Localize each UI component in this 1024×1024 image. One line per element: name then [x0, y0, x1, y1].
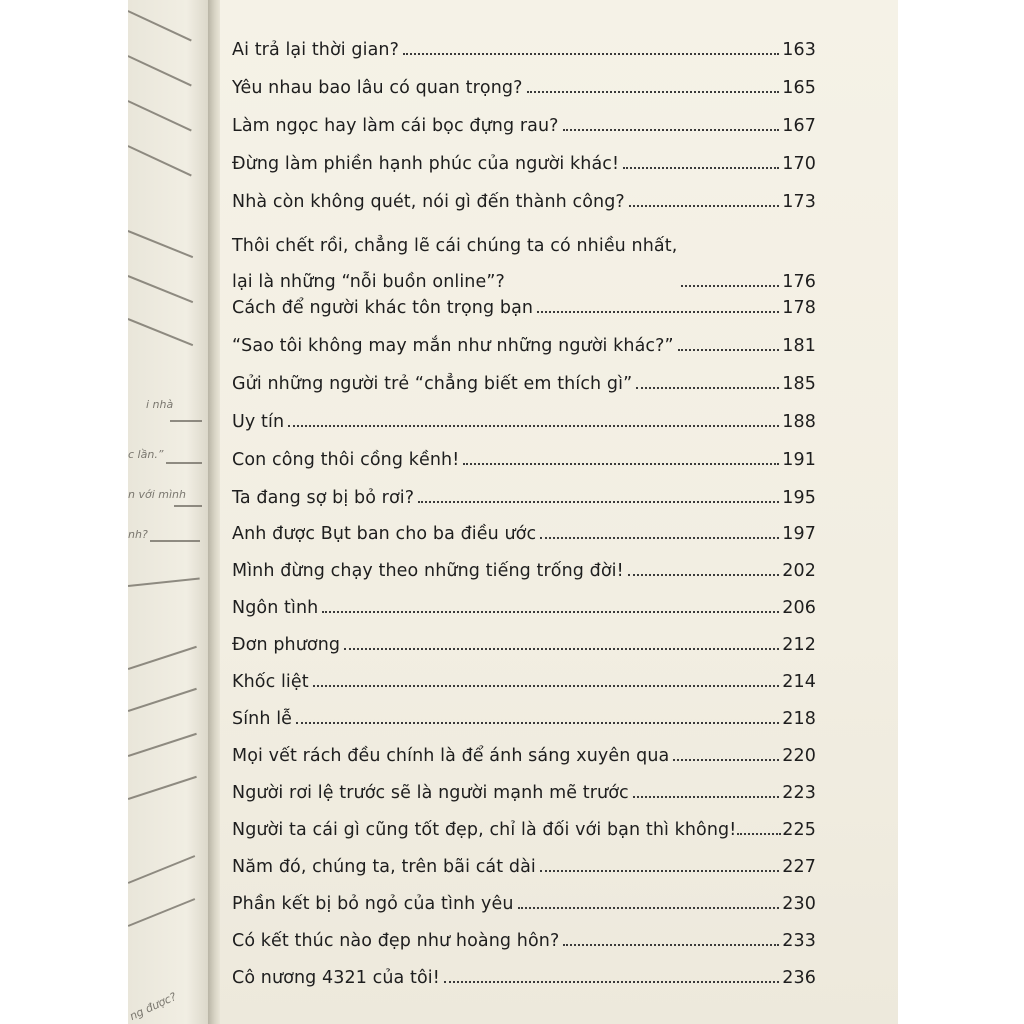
toc-entry-title: Sính lễ [232, 709, 293, 729]
left-page-line [128, 100, 192, 131]
toc-entry-page: 214 [782, 672, 816, 692]
toc-entry-page: 176 [782, 272, 816, 292]
toc-entry-page: 233 [782, 931, 816, 951]
dot-leader [673, 759, 779, 761]
toc-entry-page: 206 [782, 598, 816, 618]
toc-entry [232, 374, 816, 394]
toc-entry-title: Nhà còn không quét, nói gì đến thành công? [232, 192, 625, 212]
left-page-line [128, 577, 200, 586]
toc-entry-page: 178 [782, 298, 816, 318]
left-page-line [128, 275, 193, 303]
toc-entry-title: “Sao tôi không may mắn như những người khác?” [232, 336, 674, 356]
left-page-line [174, 505, 202, 507]
toc-entry-title: Mình đừng chạy theo những tiếng trống đời! [232, 561, 624, 581]
toc-entry-page: 181 [782, 336, 816, 356]
dot-leader [681, 285, 779, 287]
toc-entry-title: lại là những “nỗi buồn online”? [232, 272, 505, 292]
toc-entry [232, 524, 816, 544]
toc-entry-page: 195 [782, 488, 816, 508]
toc-entry-page: 223 [782, 783, 816, 803]
left-page-line [128, 145, 192, 176]
left-page-line [128, 855, 195, 883]
toc-entry [232, 857, 816, 877]
left-page-line [150, 540, 200, 542]
toc-entry-page: 167 [782, 116, 816, 136]
toc-entry [232, 561, 816, 581]
toc-entry-page: 185 [782, 374, 816, 394]
dot-leader [629, 205, 779, 207]
toc-entry [232, 40, 816, 60]
toc-entry [232, 78, 816, 98]
toc-entry-title: Làm ngọc hay làm cái bọc đựng rau? [232, 116, 559, 136]
toc-entry-title: Con công thôi cồng kềnh! [232, 450, 460, 470]
toc-entry [232, 635, 816, 655]
left-page-line [128, 10, 192, 41]
dot-leader [563, 129, 780, 131]
dot-leader [737, 833, 781, 835]
dot-leader [678, 349, 780, 351]
toc-entry-page: 230 [782, 894, 816, 914]
toc-entry-title: Ngôn tình [232, 598, 319, 618]
dot-leader [322, 611, 779, 613]
toc-entry-page: 202 [782, 561, 816, 581]
dot-leader [540, 870, 779, 872]
dot-leader [313, 685, 780, 687]
toc-entry-title: Mọi vết rách đều chính là để ánh sáng xuyên qua [232, 746, 670, 766]
left-page-line [128, 230, 193, 258]
toc-entry [232, 336, 816, 356]
toc-entry-title: Uy tín [232, 412, 285, 432]
toc-entry-title-line1: Thôi chết rồi, chẳng lẽ cái chúng ta có nhiều nhất, [232, 236, 678, 256]
toc-entry-page: 220 [782, 746, 816, 766]
toc-entry [232, 192, 816, 212]
toc-entry [232, 746, 816, 766]
toc-entry-title: Ai trả lại thời gian? [232, 40, 400, 60]
toc-entry-page: 165 [782, 78, 816, 98]
toc-entry [232, 672, 816, 692]
dot-leader [628, 574, 780, 576]
dot-leader [636, 387, 779, 389]
toc-entry-title: Có kết thúc nào đẹp như hoàng hôn? [232, 931, 560, 951]
toc-entry-title: Cô nương 4321 của tôi! [232, 968, 440, 988]
toc-entry-page: 188 [782, 412, 816, 432]
toc-entry-title: Phần kết bị bỏ ngỏ của tình yêu [232, 894, 514, 914]
toc-entry-page: 170 [782, 154, 816, 174]
dot-leader [633, 796, 780, 798]
left-page-line [170, 420, 202, 422]
dot-leader [296, 722, 779, 724]
toc-entry-title: Đừng làm phiền hạnh phúc của người khác! [232, 154, 620, 174]
toc-entry [232, 450, 816, 470]
toc-entry [232, 228, 816, 300]
toc-entry-title: Yêu nhau bao lâu có quan trọng? [232, 78, 523, 98]
toc-entry [232, 894, 816, 914]
dot-leader [418, 501, 779, 503]
left-page-line [128, 646, 197, 670]
toc-entry-title: Gửi những người trẻ “chẳng biết em thích gì” [232, 374, 633, 394]
left-page-fragment: i nhà [146, 398, 174, 411]
toc-entry [232, 931, 816, 951]
toc-entry [232, 298, 816, 318]
dot-leader [623, 167, 779, 169]
toc-entry-title: Người rơi lệ trước sẽ là người mạnh mẽ trước [232, 783, 629, 803]
left-page-fragment: n với mình [128, 488, 186, 501]
toc-entry-title: Năm đó, chúng ta, trên bãi cát dài [232, 857, 536, 877]
toc-entry-page: 212 [782, 635, 816, 655]
toc-entry [232, 598, 816, 618]
left-page-fragment: nh? [128, 528, 148, 541]
left-page-line [128, 733, 197, 757]
left-page-fragment: c lần.” [128, 448, 164, 461]
toc-entry-page: 173 [782, 192, 816, 212]
toc-entry [232, 488, 816, 508]
left-page-line [128, 55, 192, 86]
toc-entry-page: 218 [782, 709, 816, 729]
dot-leader [563, 944, 779, 946]
dot-leader [527, 91, 780, 93]
toc-entry-page: 225 [782, 820, 816, 840]
toc-entry-page: 236 [782, 968, 816, 988]
left-page-line [128, 688, 197, 712]
toc-entry [232, 968, 816, 988]
toc-entry-title: Đơn phương [232, 635, 341, 655]
toc-entry-page: 197 [782, 524, 816, 544]
toc-entry-page: 191 [782, 450, 816, 470]
toc-entry-title: Người ta cái gì cũng tốt đẹp, chỉ là đối với bạn thì không! [232, 820, 737, 840]
toc-entry-title: Khốc liệt [232, 672, 309, 692]
left-page-line [128, 776, 197, 800]
toc-entry-title: Anh được Bụt ban cho ba điều ước [232, 524, 537, 544]
dot-leader [444, 981, 779, 983]
toc-entry-page: 163 [782, 40, 816, 60]
left-page-edge [128, 0, 212, 1024]
dot-leader [288, 425, 779, 427]
dot-leader [463, 463, 779, 465]
toc-entry [232, 412, 816, 432]
toc-entry [232, 709, 816, 729]
left-page-line [128, 318, 193, 346]
toc-entry-page: 227 [782, 857, 816, 877]
left-page-fragment: ng được? [128, 990, 179, 1023]
toc-entry [232, 820, 816, 840]
dot-leader [518, 907, 780, 909]
dot-leader [540, 537, 779, 539]
dot-leader [403, 53, 779, 55]
dot-leader [344, 648, 779, 650]
toc-entry-title: Cách để người khác tôn trọng bạn [232, 298, 534, 318]
toc-entry [232, 783, 816, 803]
toc-entry [232, 116, 816, 136]
left-page-line [166, 462, 202, 464]
left-page-line [128, 898, 195, 926]
dot-leader [537, 311, 779, 313]
toc-entry-title: Ta đang sợ bị bỏ rơi? [232, 488, 415, 508]
toc-entry [232, 154, 816, 174]
